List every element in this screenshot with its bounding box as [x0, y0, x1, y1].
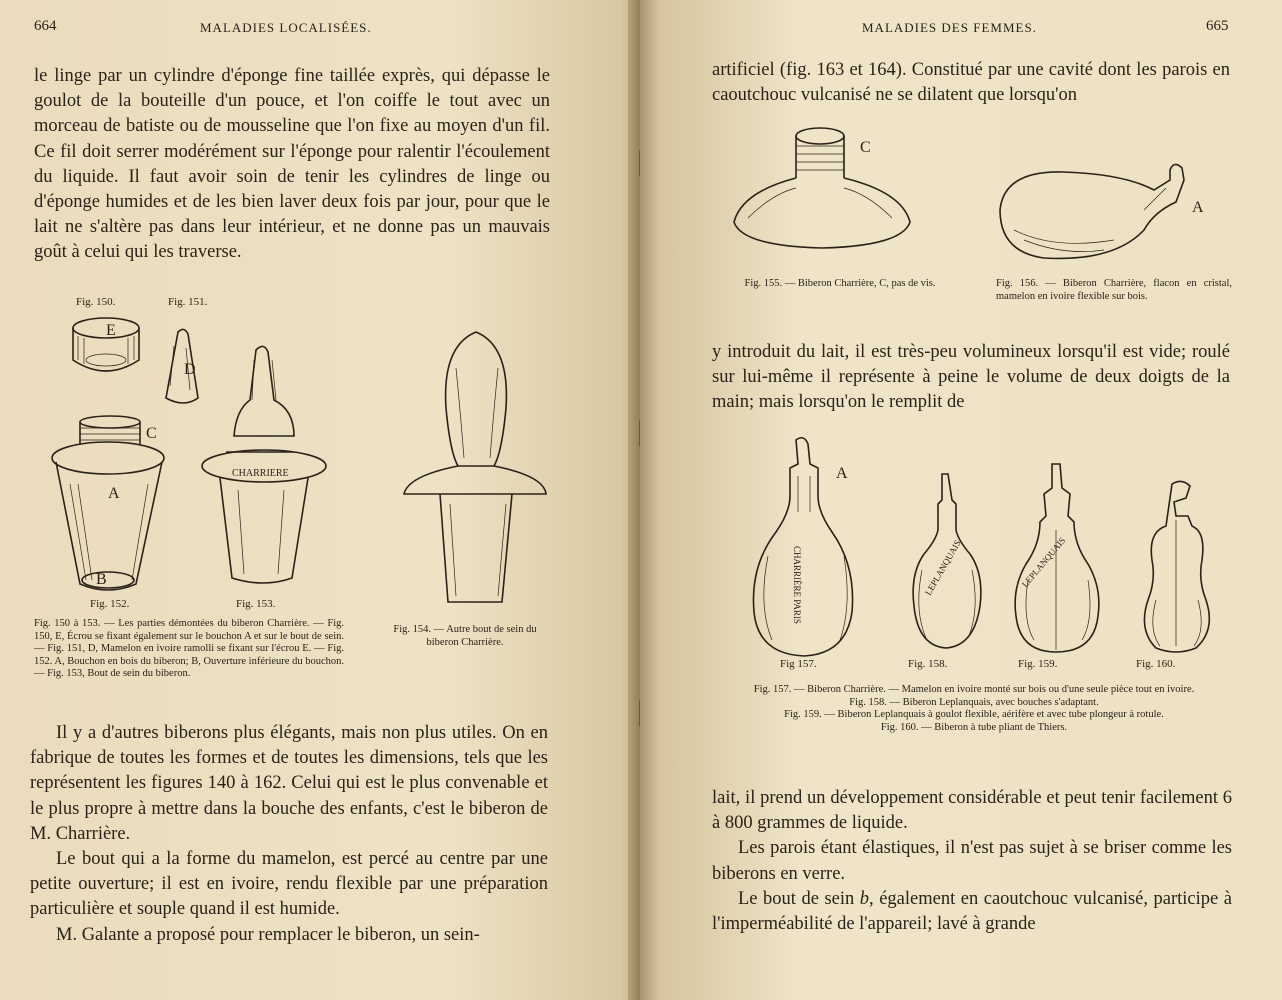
left-paragraph-2 — [30, 721, 548, 948]
page-number-right: 665 — [1206, 18, 1229, 34]
right-para5 — [712, 887, 1232, 937]
letter-d: D — [184, 361, 196, 378]
caption-159: Fig. 159. — Biberon Leplanquais à goulot flexible, aérifère et avec tube plongeur à rotule. — [784, 709, 1164, 720]
right-para5-text-b: b — [859, 888, 870, 909]
fig-label-152: Fig. 152. — [90, 598, 130, 610]
letter-b: B — [96, 571, 107, 588]
caption-fig-157-160 — [714, 684, 1234, 734]
figure-158-bottle — [908, 470, 988, 660]
running-head-right: MALADIES DES FEMMES. — [862, 20, 1037, 35]
caption-160: Fig. 160. — Biberon à tube pliant de Thiers. — [880, 721, 1068, 733]
left-para4-text: M. Galante a proposé pour remplacer le biberon, un sein- — [56, 924, 480, 945]
caption-fig-150-153: Fig. 150 à 153. — Les parties démontées du biberon Charrière. — Fig. 150, E, Écrou se fixant également sur le bouchon A et sur le bout de sein. — Fig. 151, D, Mamelon en ivoire ramolli se fixant sur l'écrou E. — Fig. 152. A, Bouchon en bois du biberon; B, Ouverture inférieure du bouchon. — Fig. 153, Bout de sein du biberon. — [34, 618, 344, 679]
page-number-left: 664 — [34, 18, 57, 34]
right-para4-text: Les parois étant élastiques, il n'est pas sujet à se briser comme les biberons en verre. — [712, 838, 1232, 884]
letter-a-156: A — [1192, 199, 1204, 216]
letter-c-155: C — [860, 139, 871, 156]
caption-fig-154: Fig. 154. — Autre bout de sein du biberon Charrière. — [393, 624, 537, 648]
letter-e: E — [106, 322, 116, 339]
fig-label-157: Fig 157. — [780, 658, 817, 670]
fig-label-159: Fig. 159. — [1018, 658, 1058, 670]
fig-label-151: Fig. 151. — [168, 296, 208, 308]
right-paragraph-1 — [712, 58, 1230, 108]
figure-159-bottle — [1008, 460, 1108, 660]
caption-158: Fig. 158. — Biberon Leplanquais, avec bouches s'adaptant. — [849, 696, 1099, 708]
running-head-left: MALADIES LOCALISÉES. — [200, 20, 372, 35]
right-paragraph-3 — [712, 786, 1232, 937]
figure-160-bottle — [1136, 480, 1226, 660]
right-para5-text-c: , également en caoutchouc vulcanisé, participe à l'imperméabilité de l'appareil; lavé à grande — [712, 888, 1232, 935]
caption-157: Fig. 157. — Biberon Charrière. — Mamelon en ivoire monté sur bois ou d'une seule pièce tout en ivoire. — [753, 684, 1195, 695]
letter-c: C — [146, 425, 157, 442]
left-page — [0, 0, 640, 1000]
right-para3-text: lait, il prend un développement considérable et peut tenir facilement 6 à 800 grammes de liquide. — [712, 788, 1232, 834]
right-para5-text-a: Le bout de sein — [738, 888, 860, 909]
right-paragraph-2 — [712, 340, 1230, 416]
left-para1-text: le linge par un cylindre d'éponge fine taillée exprès, qui dépasse le goulot de la bouteille d'un pouce, et l'on coiffe le tout avec un morceau de batiste ou de mousseline que l'on fixe au moyen d'un fil. Ce fil doit serrer modérément sur l'éponge pour ralentir l'écoulement du liquide. Il faut avoir soin de tenir les cylindres de linge ou d'éponge humides et de les bien laver deux fois par jour, pour que le lait ne s'altère pas dans leur intérieur, et ne donne pas un mauvais goût à celui qui les traverse. — [34, 66, 550, 263]
figure-153-nipple — [198, 340, 328, 590]
stamp-leplanquais-159: LEPLANQUAIS — [1019, 535, 1068, 590]
fig-label-160: Fig. 160. — [1136, 658, 1176, 670]
figure-156-flask — [994, 150, 1234, 270]
caption-fig-155: Fig. 155. — Biberon Charrière, C, pas de vis. — [744, 278, 936, 289]
stamp-charriere: CHARRIERE — [232, 468, 289, 479]
letter-a: A — [108, 485, 120, 502]
stamp-leplanquais-158: LEPLANQUAIS — [923, 538, 963, 597]
right-page — [640, 0, 1282, 1000]
fig-label-158: Fig. 158. — [908, 658, 948, 670]
figure-154-nipple — [402, 328, 552, 608]
figure-150-nut — [66, 316, 156, 386]
right-para1-text: artificiel (fig. 163 et 164). Constitué par une cavité dont les parois en caoutchouc vulcanisé ne se dilatent que lorsqu'on — [712, 60, 1230, 106]
fig-label-150: Fig. 150. — [76, 296, 116, 308]
letter-a-157: A — [836, 465, 848, 482]
figure-157-bottle — [748, 436, 858, 660]
stamp-charriere-paris: CHARRIÈRE PARIS — [792, 546, 802, 624]
left-paragraph-1 — [34, 64, 550, 266]
left-para3-text: Le bout qui a la forme du mamelon, est percé au centre par une petite ouverture; il est en ivoire, rendu flexible par une préparation particulière et souple quand il est humide. — [30, 849, 548, 920]
left-para2-text: Il y a d'autres biberons plus élégants, mais non plus utiles. On en fabrique de toutes les formes et de toutes les dimensions, tels que les représentent les figures 140 à 162. Celui qui est le plus convenable et le plus propre à mettre dans la bouche des enfants, c'est le biberon de M. Charrière. — [30, 723, 548, 844]
figure-155-bottle — [732, 122, 932, 257]
fig-label-153: Fig. 153. — [236, 598, 276, 610]
figure-152-stopper — [50, 414, 170, 594]
right-para2-text: y introduit du lait, il est très-peu volumineux lorsqu'il est vide; roulé sur lui-même il représente à peine le volume de deux doigts de la main; mais lorsqu'on le remplit de — [712, 342, 1230, 413]
caption-fig-156: Fig. 156. — Biberon Charrière, flacon en cristal, mamelon en ivoire flexible sur bois. — [996, 278, 1232, 302]
